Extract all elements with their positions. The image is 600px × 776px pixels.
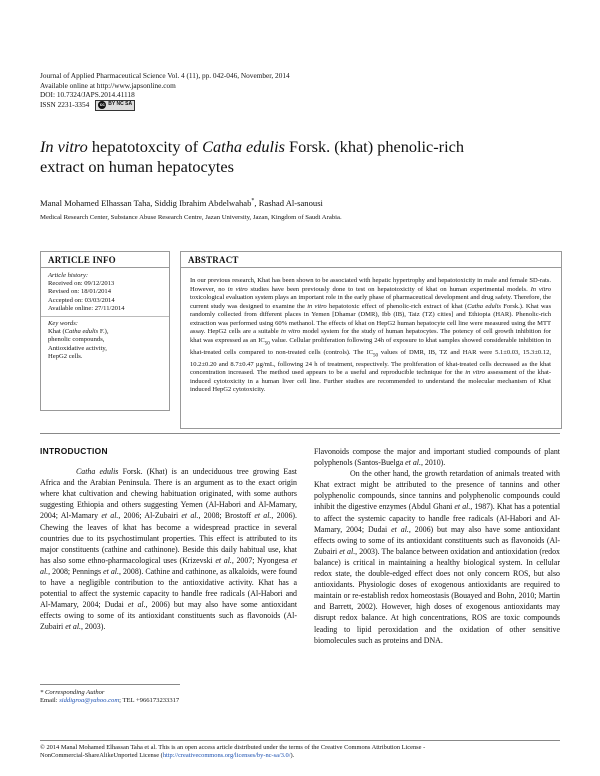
col2-paragraph-2: On the other hand, the growth retardation of animals treated with Khat extract might be attributed to the presence of tannins and other polyphenolic compounds, since tannins and polyphenolic compounds could inhibit the digestive enzymes (Abdul Ghani et al., 1987). Khat has a potential to affect the systemic capacity to handle free radicals (Al-Habori and Al-Mamary, 2004; Dudai et al., 2006) but may also have some antioxidant effects owing to some of its antioxidant constituents such as flavonoids (Al-Zubairi et al., 2003). The balance between oxidation and antioxidation (redox balance) is critical in maintaining a healthy biological system. In cellular redox state, the double-edged effect does not only concern ROS, but also antioxidants. Physiologic doses of exogenous antioxidants are required to maintain or re-establish redox homeostasis (Bouayed and Bohn, 2010; Martin and Barrett, 2002). However, high doses of exogenous antioxidants may disrupt redox balance. At high concentrations, ROS are toxic compounds leading to lipid peroxidation and the oxidation of other sensitive biomolecules such as proteins and DNA. xyxy=(314,469,561,645)
column-left xyxy=(40,446,297,633)
title-text-end: Forsk. (khat) phenolic-rich xyxy=(284,137,464,156)
cc-badge-text: BY NC SA xyxy=(108,101,133,108)
keywords-label: Key words: xyxy=(48,320,78,328)
section-divider xyxy=(40,433,560,434)
introduction-heading: INTRODUCTION xyxy=(40,446,108,456)
available-date: Available online: 27/11/2014 xyxy=(48,304,125,312)
keyword-3: Antioxidative activity, xyxy=(48,344,107,352)
corresponding-author: * Corresponding Author Email: siddigroa@yahoo.com; TEL +966173233317 xyxy=(40,684,180,706)
author-names-end: , Rashad Al-sanousi xyxy=(254,198,323,208)
creative-commons-icon: cc xyxy=(99,102,105,108)
abstract-box xyxy=(180,251,562,429)
revised-date: Revised on: 18/01/2014 xyxy=(48,288,112,296)
keyword-4: HepG2 cells. xyxy=(48,352,83,360)
title-text: hepatotoxcity of xyxy=(87,137,203,156)
author-list xyxy=(40,198,323,208)
col2-paragraph-1: Flavonoids compose the major and important studied compounds of plant polyphenols (Santos-Buelga et al., 2010). xyxy=(314,447,560,468)
title-line2: extract on human hepatocytes xyxy=(40,157,234,176)
keyword-2: phenolic compounds, xyxy=(48,336,105,344)
issn-line: ISSN 2231-3354 xyxy=(40,100,90,110)
abstract-text: In our previous research, Khat has been shown to be associated with hepatic hypertrophy and hepatotoxicity in male and female SD-rats. However, no in vitro studies have been previously done to test on hepatotoxicity of khat on human experimental models. In vitro toxicological evaluation system plays an important role in the early phase of pharmaceutical development and drug safety. Therefore, the current study was designed to examine the in vitro hepatotoxic effect of phenolic-rich extract of khat (Catha edulis Forsk.). Khat was randomly collected from different places in Yemen [Dhamar (DMR), Ibb (IB), Taiz (TZ) cities] and Ethiopia (HAR). Phenolic-rich extraction was performed using 60% methanol. The effects of khat on HepG2 human hepatocyte cell line were measured using the MTT assay. HepG2 cells are a suitable in vitro model system for the study of human hepatocytes. The potency of cell growth inhibition for khat was expressed as an $IC_{50}$ value. Cellular proliferation following 24h of exposure to khat samples showed considerable inhibition in khat-treated cells compared to non-treated cells (controls). The $IC_{50}$ values of DMR, IB, TZ and HAR were 5.1±0.03, 15.3±0.12, 10.2±0.20 and 8.7±0.47 µg/mL, following 24 h of treatment, respectively. The proliferation of khat-treated cells decreased as the khat concentration increased. The method used appears to be a useful and reproducible technique for the in vitro assessment of the khat-induced cytotoxicity in a human liver cell line. Further studies are recommended to understand the molecular mechanism of Khat induced HepG2 cytotoxicity. xyxy=(190,277,552,394)
footer-line-1: © 2014 Manal Mohamed Elhassan Taha et al. This is an open access article distributed under the terms of the Creative Commons Attribution License - xyxy=(40,744,426,751)
author-email-link[interactable]: siddigroa@yahoo.com xyxy=(59,697,120,705)
abstract-heading: ABSTRACT xyxy=(181,252,561,268)
received-date: Received on: 09/12/2013 xyxy=(48,280,115,288)
corresponding-label: * Corresponding Author xyxy=(40,689,105,696)
paper-title xyxy=(40,137,560,177)
intro-paragraph-1: Catha edulis Forsk. (Khat) is an undeciduous tree growing East Africa and the Arabian Peninsula. There is an argument as to the exact origin where khat cultivation and chewing habituation originated, with some authors suggesting Ethiopia and others suggesting Yemen (Al-Habori and Al-Mamary, 2004; Al-Mamary et al., 2006; Al-Zubairi et al., 2008; Brostoff et al., 2006). Chewing the leaves of khat has become a widespread practice in several countries due to its psychostimulant properties. This effect is attributed to its major constituents (cathine and cathinone). Beside this daily habitual use, khat has also some ethno-pharmacological uses (Krizevski et al., 2007; Nyongesa et al., 2008; Pennings et al., 2008). Cathine and cathinone, as alkaloids, were found to have a negligible contribution to the antioxidative activity. Khat has a potential to affect the systemic capacity to handle free radicals (Al-Habori and Al-Mamary, 2004; Dudai et al., 2006) but may also have some antioxidant effects owing to some of its antioxidant constituents such as flavonoids (Al-Zubairi et al., 2003). xyxy=(40,467,298,632)
column-right xyxy=(314,446,560,646)
affiliation: Medical Research Center, Substance Abuse Research Centre, Jazan University, Jazan, Kingdom of Saudi Arabia. xyxy=(40,214,342,221)
accepted-date: Accepted on: 03/03/2014 xyxy=(48,296,115,304)
title-species: Catha edulis xyxy=(202,137,285,156)
issn-row xyxy=(40,100,290,111)
keyword-1: Khat (Catha edulis F.), xyxy=(48,328,109,336)
cc-license-badge[interactable] xyxy=(95,100,135,111)
license-footer: © 2014 Manal Mohamed Elhassan Taha et al. This is an open access article distributed under the terms of the Creative Commons Attribution License - NonCommercial-ShareAlikeUnported License (http://creativecommons.org/licenses/by-nc-sa/3.0/). xyxy=(40,740,560,761)
article-info-box xyxy=(40,251,170,411)
author-telephone: ; TEL +966173233317 xyxy=(119,697,180,705)
title-italic-invitro: In vitro xyxy=(40,137,88,156)
journal-header xyxy=(40,71,290,111)
doi-line: DOI: 10.7324/JAPS.2014.41118 xyxy=(40,90,135,100)
divider xyxy=(41,316,169,317)
journal-line: Journal of Applied Pharmaceutical Science Vol. 4 (11), pp. 042-046, November, 2014 xyxy=(40,71,290,80)
article-info-heading: ARTICLE INFO xyxy=(41,252,169,268)
history-label: Article history: xyxy=(48,272,89,279)
corresponding-mark: * xyxy=(251,198,255,205)
available-online-line: Available online at http://www.japsonline.com xyxy=(40,80,176,90)
license-link[interactable]: http://creativecommons.org/licenses/by-nc-sa/3.0/ xyxy=(162,752,291,760)
author-names: Manal Mohamed Elhassan Taha, Siddig Ibrahim Abdelwahab xyxy=(40,198,252,208)
